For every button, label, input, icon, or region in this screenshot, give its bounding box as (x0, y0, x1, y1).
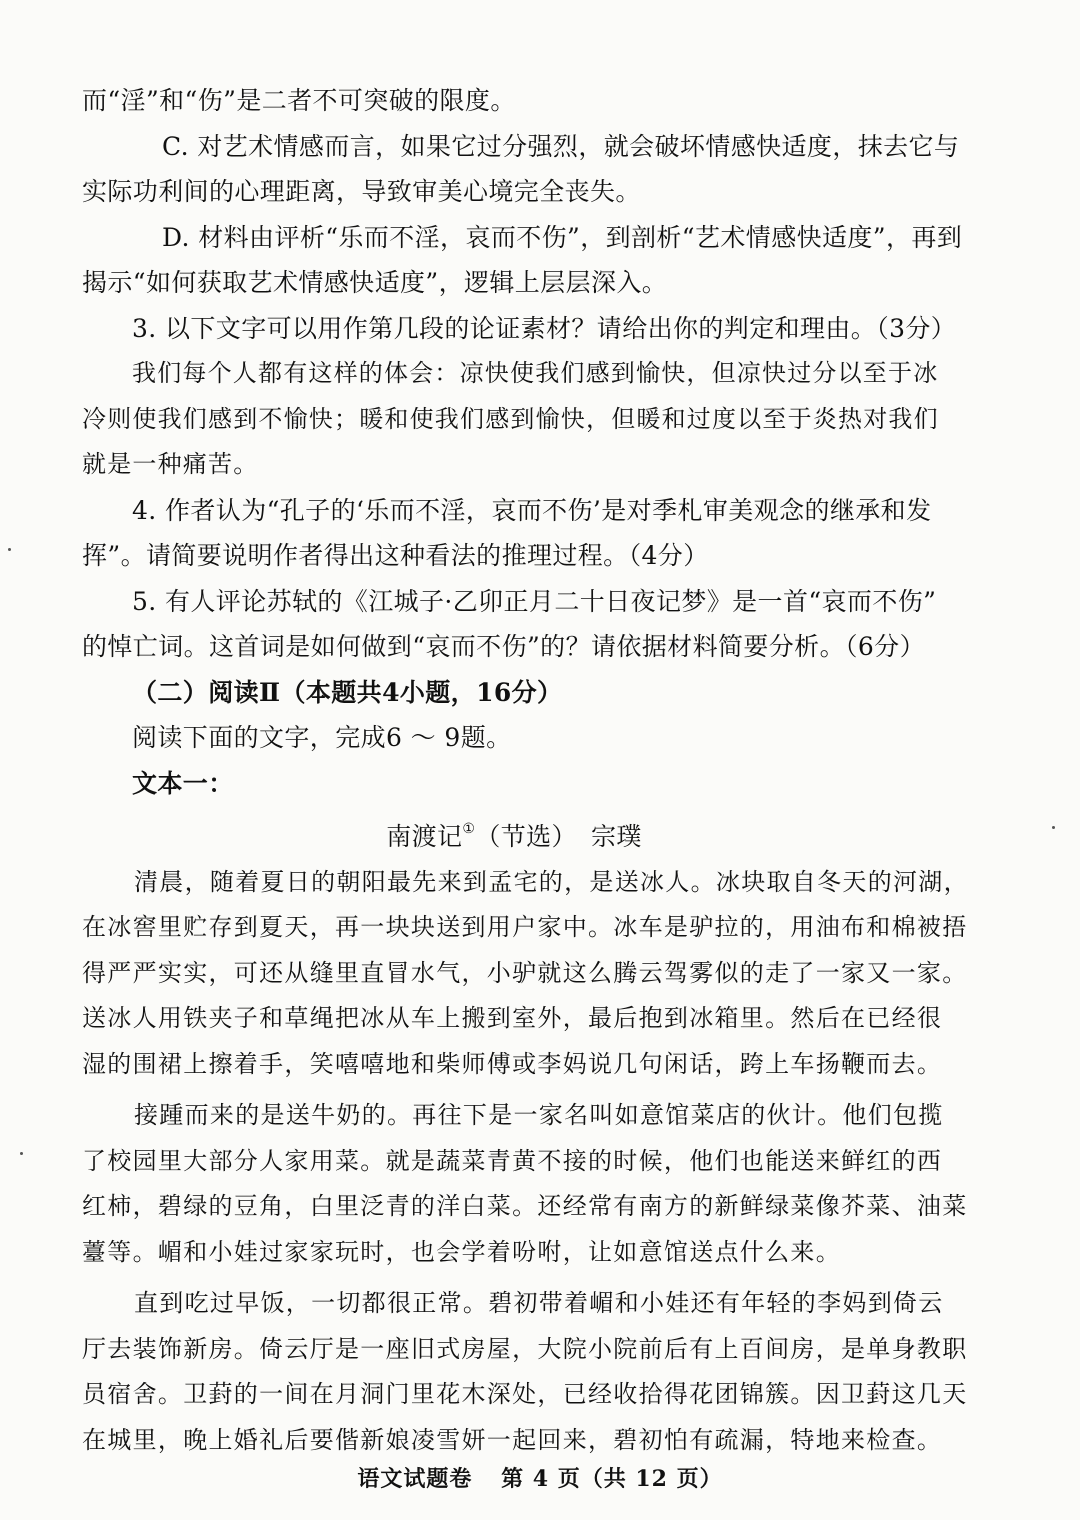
quote-line: 就是一种痛苦。 (82, 450, 259, 478)
footnote-mark: ① (462, 821, 476, 837)
question-3-quote (82, 351, 1006, 488)
paragraph-line: 得严严实实，可还从缝里直冒水气，小驴就这么腾云驾雾似的走了一家又一家。 (82, 958, 968, 987)
passage-title-text: 南渡记 (386, 822, 463, 851)
paragraph-line: 了校园里大部分人家用菜。就是蔬菜青黄不接的时候，他们也能送来鲜红的西 (82, 1146, 943, 1175)
option-c-line: 实际功利间的心理距离，导致审美心境完全丧失。 (82, 177, 641, 206)
footer-page-number: 第 4 页（共 12 页） (501, 1466, 723, 1492)
paragraph-line: 红柿，碧绿的豆角，白里泛青的洋白菜。还经常有南方的新鲜绿菜像芥菜、油菜 (82, 1192, 968, 1220)
quote-line: 我们每个人都有这样的体会：凉快使我们感到愉快，但凉快过分以至于冰 (132, 359, 939, 387)
footer-subject: 语文试题卷 (357, 1466, 473, 1492)
option-d-line: 揭示“如何获取艺术情感快适度”，逻辑上层层深入。 (82, 268, 668, 297)
paragraph-line: 接踵而来的是送牛奶的。再往下是一家名叫如意馆菜店的伙计。他们包揽 (134, 1101, 944, 1129)
page-footer (0, 1462, 1080, 1493)
paragraph-line: 送冰人用铁夹子和草绳把冰从车上搬到室外，最后抱到冰箱里。然后在已经很 (82, 1004, 943, 1032)
question-4 (82, 488, 1006, 579)
quote-line: 冷则使我们感到不愉快；暖和使我们感到愉快，但暖和过度以至于炎热对我们 (82, 404, 939, 433)
paragraph-line: 湿的围裙上擦着手，笑嘻嘻地和柴师傅或李妈说几句闲话，跨上车扬鞭而去。 (82, 1049, 943, 1078)
paragraph-line: 薹等。嵋和小娃过家家玩时，也会学着吩咐，让如意馆送点什么来。 (82, 1237, 841, 1266)
section-2-instruction: 阅读下面的文字，完成6 ～ 9题。 (132, 723, 512, 752)
paragraph-line: 厅去装饰新房。倚云厅是一座旧式房屋，大院小院前后有上百间房，是单身教职 (82, 1334, 968, 1363)
scan-speck (1052, 826, 1055, 829)
passage-paragraph-2 (82, 1093, 1006, 1275)
text-one-label: 文本一： (132, 768, 234, 798)
passage-title (82, 814, 1006, 860)
question-5-line: 的悼亡词。这首词是如何做到“哀而不伤”的？请依据材料简要分析。（6分） (82, 632, 925, 661)
passage-title-suffix: （节选） (475, 822, 577, 851)
question-4-line: 4. 作者认为“孔子的‘乐而不淫，哀而不伤’是对季札审美观念的继承和发 (132, 495, 932, 525)
paragraph-line: 直到吃过早饭，一切都很正常。碧初带着嵋和小娃还有年轻的李妈到倚云 (134, 1289, 944, 1317)
paragraph-line: 员宿舍。卫葑的一间在月洞门里花木深处，已经收拾得花团锦簇。因卫葑这几天 (82, 1380, 968, 1408)
section-2-heading: （二）阅读Ⅱ（本题共4小题，16分） (132, 677, 563, 707)
question-5-line: 5. 有人评论苏轼的《江城子·乙卯正月二十日夜记梦》是一首“哀而不伤” (132, 586, 937, 616)
paragraph-line: 在冰窖里贮存到夏天，再一块块送到用户家中。冰车是驴拉的，用油布和棉被捂 (82, 913, 968, 941)
option-c-line: C. 对艺术情感而言，如果它过分强烈，就会破坏情感快适度，抹去它与 (162, 131, 960, 161)
option-c (82, 124, 1006, 215)
question-3: 3. 以下文字可以用作第几段的论证素材？请给出你的判定和理由。（3分） (132, 313, 957, 343)
question-4-line: 挥”。请简要说明作者得出这种看法的推理过程。（4分） (82, 541, 709, 570)
option-d-line: D. 材料由评析“乐而不淫，哀而不伤”，到剖析“艺术情感快适度”，再到 (162, 222, 963, 252)
question-5 (82, 579, 1006, 670)
scan-speck (20, 1152, 23, 1155)
passage-paragraph-3 (82, 1281, 1006, 1463)
option-d (82, 215, 1006, 306)
paragraph-line: 清晨，随着夏日的朝阳最先来到孟宅的，是送冰人。冰块取自冬天的河湖， (134, 867, 969, 896)
passage-author: 宗璞 (590, 822, 642, 851)
passage-paragraph-1 (82, 860, 1006, 1088)
scan-speck (8, 548, 11, 551)
continuation-line: 而“淫”和“伤”是二者不可突破的限度。 (82, 86, 516, 115)
paragraph-line: 在城里，晚上婚礼后要偕新娘凌雪妍一起回来，碧初怕有疏漏，特地来检查。 (82, 1425, 943, 1454)
